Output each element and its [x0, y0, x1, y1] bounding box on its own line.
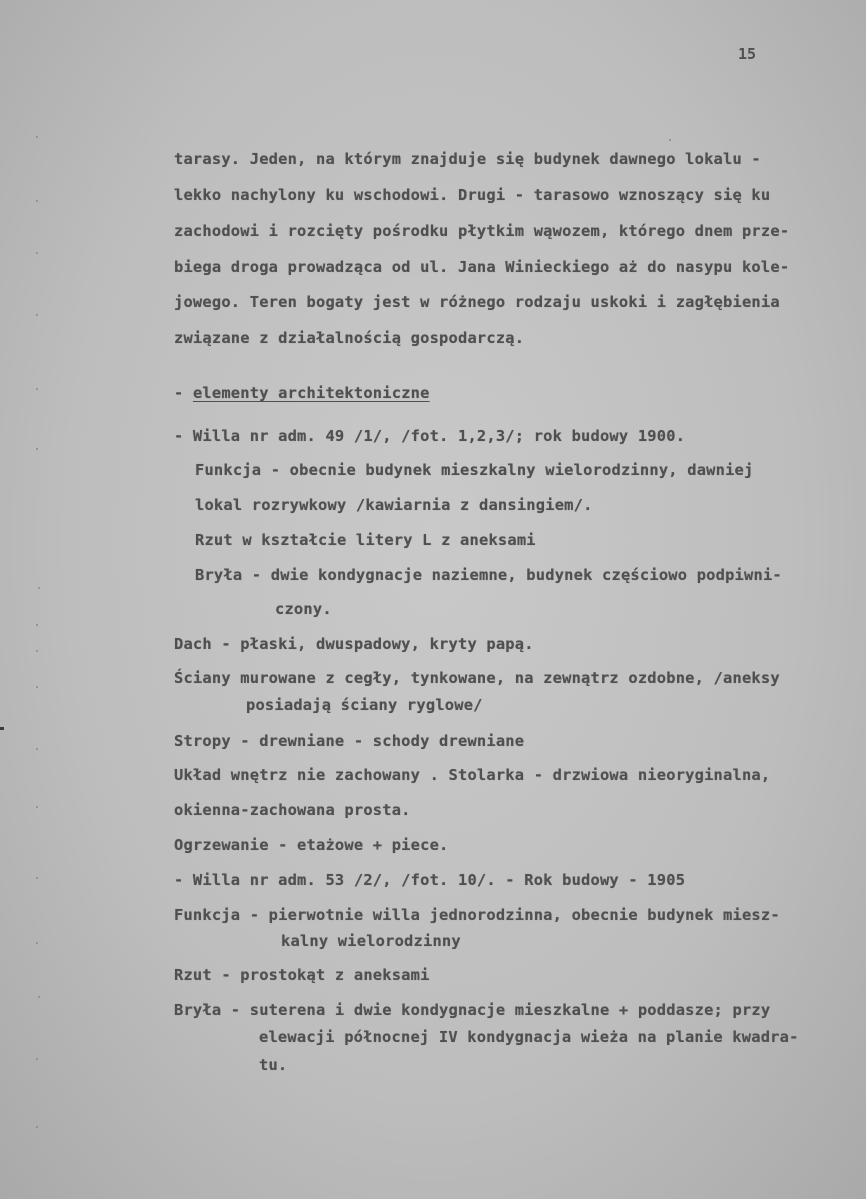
text-line: jowego. Teren bogaty jest w różnego rodzaju uskoki i zagłębienia: [174, 293, 780, 311]
text-line: tarasy. Jeden, na którym znajduje się budynek dawnego lokalu -: [174, 150, 761, 168]
text-line: Ogrzewanie - etażowe + piece.: [174, 836, 449, 854]
scan-speck: [36, 748, 38, 750]
text-line: - Willa nr adm. 49 /1/, /fot. 1,2,3/; rok budowy 1900.: [174, 427, 686, 445]
text-line: Układ wnętrz nie zachowany . Stolarka - drzwiowa nieoryginalna,: [174, 766, 771, 784]
scan-speck: [38, 996, 40, 998]
scan-speck: [36, 314, 38, 316]
scan-speck: [36, 136, 38, 138]
section-heading: [174, 384, 430, 402]
text-line: kalny wielorodzinny: [281, 932, 461, 950]
scan-speck: [36, 200, 38, 202]
text-line: Stropy - drewniane - schody drewniane: [174, 732, 525, 750]
margin-mark: [0, 727, 4, 730]
text-line: posiadają ściany ryglowe/: [246, 696, 483, 714]
scan-speck: [36, 650, 38, 652]
text-line: zachodowi i rozcięty pośrodku płytkim wąwozem, którego dnem prze-: [174, 222, 790, 240]
text-line: Dach - płaski, dwuspadowy, kryty papą.: [174, 635, 534, 653]
scan-speck: [36, 806, 38, 808]
text-line: - Willa nr adm. 53 /2/, /fot. 10/. - Rok budowy - 1905: [174, 871, 686, 889]
text-line: tu.: [259, 1056, 288, 1074]
scan-speck: [38, 587, 40, 589]
text-line: Rzut - prostokąt z aneksami: [174, 966, 430, 984]
scan-speck: [36, 252, 38, 254]
text-line: Funkcja - pierwotnie willa jednorodzinna, obecnie budynek miesz-: [174, 906, 780, 924]
scan-speck: [36, 448, 38, 450]
scan-speck: [36, 1058, 38, 1060]
text-line: biega droga prowadząca od ul. Jana Winieckiego aż do nasypu kole-: [174, 258, 790, 276]
heading-text: elementy architektoniczne: [192, 384, 430, 402]
heading-dash: -: [174, 384, 193, 402]
scan-speck: [669, 139, 671, 141]
text-line: czony.: [275, 600, 332, 618]
scan-speck: [36, 942, 38, 944]
page-number: 15: [738, 45, 757, 63]
text-line: Funkcja - obecnie budynek mieszkalny wielorodzinny, dawniej: [195, 461, 754, 479]
scan-speck: [36, 388, 38, 390]
text-line: związane z działalnością gospodarczą.: [174, 329, 525, 347]
scan-speck: [36, 686, 38, 688]
scan-speck: [36, 1126, 38, 1128]
text-line: lekko nachylony ku wschodowi. Drugi - tarasowo wznoszący się ku: [174, 186, 771, 204]
text-line: okienna-zachowana prosta.: [174, 801, 411, 819]
scan-speck: [36, 624, 38, 626]
text-line: Rzut w kształcie litery L z aneksami: [195, 531, 536, 549]
text-line: Bryła - suterena i dwie kondygnacje mieszkalne + poddasze; przy: [174, 1001, 771, 1019]
text-line: lokal rozrywkowy /kawiarnia z dansingiem/.: [195, 496, 593, 514]
text-line: Ściany murowane z cegły, tynkowane, na zewnątrz ozdobne, /aneksy: [174, 669, 780, 687]
text-line: Bryła - dwie kondygnacje naziemne, budynek częściowo podpiwni-: [195, 566, 782, 584]
text-line: elewacji północnej IV kondygnacja wieża na planie kwadra-: [259, 1028, 799, 1046]
scan-speck: [36, 877, 38, 879]
